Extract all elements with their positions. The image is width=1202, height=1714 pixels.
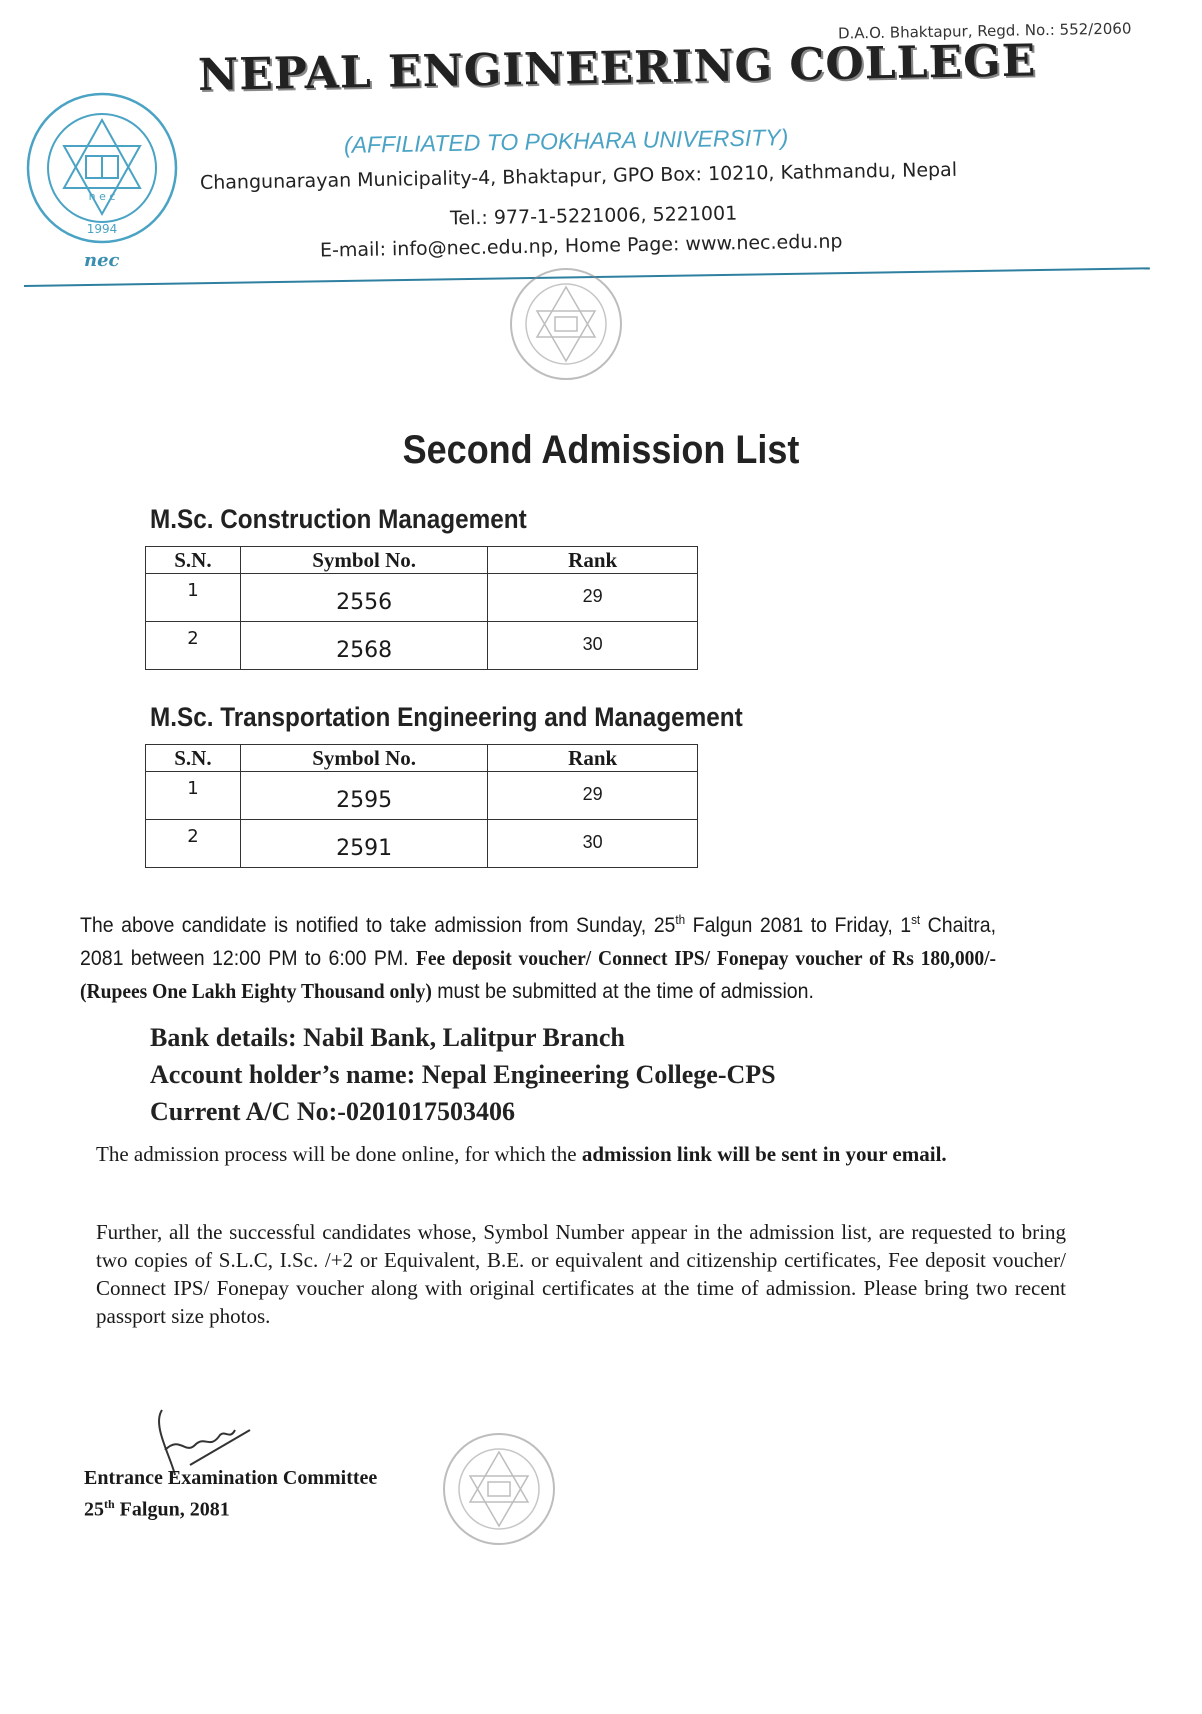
column-header: S.N. <box>146 745 241 772</box>
date-rest: Falgun, 2081 <box>114 1498 230 1521</box>
further-instructions: Further, all the successful candidates whose, Symbol Number appear in the admission list, are requested to bring two copies of S.L.C, I.Sc. /+2 or Equivalent, B.E. or equivalent and citizenship certificates, Fee deposit voucher/ Connect IPS/ Fonepay voucher along with original certificates at the time of admission. Please bring two recent passport size photos. <box>96 1220 1066 1328</box>
notice-text: The above candidate is notified to take admission from Sunday, 25 <box>80 914 676 937</box>
bank-name: Bank details: Nabil Bank, Lalitpur Branch <box>150 1023 625 1052</box>
telephone: Tel.: 977-1-5221006, 5221001 <box>449 202 738 230</box>
notice-text: Chaitra, 2081 between 12:00 PM to 6:00 PM. <box>80 914 997 970</box>
date-sup: th <box>104 1497 115 1511</box>
online-bold-text: admission link will be sent in your email. <box>581 1142 947 1166</box>
notice-sup: st <box>911 913 921 927</box>
cell-symbol: 2556 <box>240 574 488 622</box>
table-row <box>146 574 698 622</box>
cell-symbol: 2595 <box>240 772 488 820</box>
account-number: Current A/C No:-0201017503406 <box>150 1097 515 1126</box>
section-heading-transportation: M.Sc. Transportation Engineering and Management <box>150 702 743 732</box>
cell-sn: 1 <box>146 772 241 820</box>
cell-rank: 30 <box>488 820 698 868</box>
online-text: The admission process will be done online, for which the <box>96 1142 582 1166</box>
cell-sn: 1 <box>146 574 241 622</box>
table-row <box>146 622 698 670</box>
table-row <box>146 820 698 868</box>
notice-text: Falgun 2081 to Friday, 1 <box>685 914 912 937</box>
section-heading-construction: M.Sc. Construction Management <box>150 504 527 534</box>
online-admission-note <box>96 1140 1066 1168</box>
account-holder: Account holder’s name: Nepal Engineering College-CPS <box>150 1060 776 1089</box>
cell-sn: 2 <box>146 820 241 868</box>
fee-amount-text: Fee deposit voucher/ Connect IPS/ Fonepay voucher of Rs 180,000/- (Rupees One Lakh Eighty Thousand only) <box>80 946 997 1003</box>
table-header-row <box>146 745 698 772</box>
cell-symbol: 2568 <box>240 622 488 670</box>
table-row <box>146 772 698 820</box>
cell-rank: 29 <box>488 772 698 820</box>
admission-notice <box>80 904 996 1008</box>
committee-name: Entrance Examination Committee <box>84 1467 378 1489</box>
registration-number: D.A.O. Bhaktapur, Regd. No.: 552/2060 <box>837 19 1132 43</box>
column-header: Rank <box>488 547 698 574</box>
signature-date <box>84 1491 377 1523</box>
logo-year: 1994 <box>86 222 118 236</box>
college-name: NEPAL ENGINEERING COLLEGE <box>197 35 1037 101</box>
email-homepage: E-mail: info@nec.edu.np, Home Page: www.nec.edu.np <box>319 230 843 262</box>
column-header: S.N. <box>146 547 241 574</box>
signatory <box>84 1465 377 1523</box>
college-logo <box>24 90 180 246</box>
college-seal-stamp <box>507 265 625 383</box>
college-seal-stamp-footer <box>440 1430 558 1548</box>
table-header-row <box>146 547 698 574</box>
cell-rank: 30 <box>488 622 698 670</box>
page-title: Second Admission List <box>402 428 800 472</box>
column-header: Symbol No. <box>240 745 488 772</box>
bank-details <box>150 1019 776 1130</box>
address: Changunarayan Municipality-4, Bhaktapur, GPO Box: 10210, Kathmandu, Nepal <box>199 158 958 194</box>
cell-rank: 29 <box>488 574 698 622</box>
logo-initials: n e c <box>88 190 116 203</box>
logo-caption: nec <box>84 250 120 271</box>
affiliation: (AFFILIATED TO POKHARA UNIVERSITY) <box>343 124 789 158</box>
cell-sn: 2 <box>146 622 241 670</box>
notice-text: must be submitted at the time of admission. <box>431 980 814 1003</box>
admission-table-construction <box>145 546 698 670</box>
admission-table-transportation <box>145 744 698 868</box>
notice-sup: th <box>675 913 686 927</box>
cell-symbol: 2591 <box>240 820 488 868</box>
column-header: Rank <box>488 745 698 772</box>
column-header: Symbol No. <box>240 547 488 574</box>
date-day: 25 <box>84 1498 104 1521</box>
